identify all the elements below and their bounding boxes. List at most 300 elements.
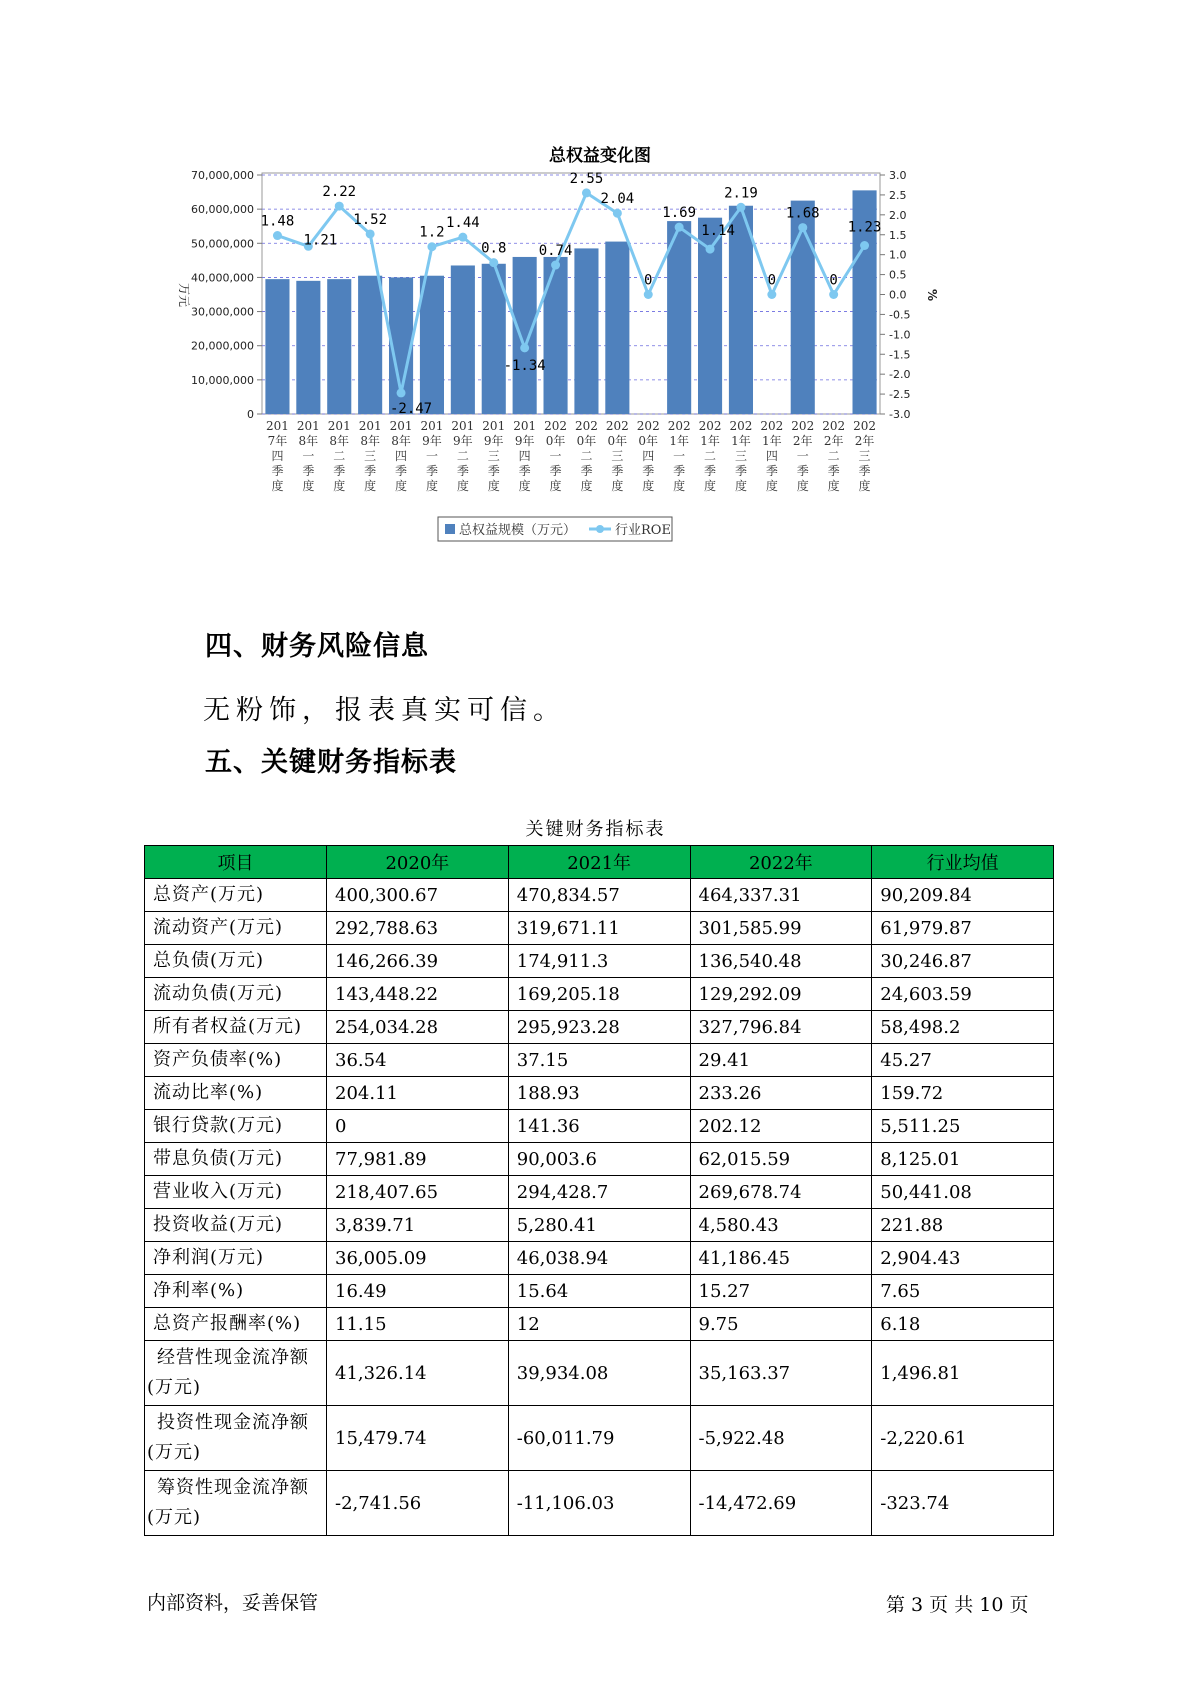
y2-tick-label: 2.5 (889, 188, 907, 202)
x-tick-label: 季 (271, 464, 284, 478)
x-tick-label: 度 (395, 479, 408, 493)
cell-value: 464,337.31 (690, 879, 872, 912)
x-tick-label: 季 (796, 464, 809, 478)
legend-bar-swatch (445, 524, 455, 534)
cell-value: 37.15 (508, 1044, 690, 1077)
cell-value: 470,834.57 (508, 879, 690, 912)
x-tick-label: 2年 (823, 434, 844, 448)
x-tick-label: 度 (611, 479, 624, 493)
x-tick-label: 度 (580, 479, 593, 493)
roe-point (397, 388, 406, 397)
x-tick-label: 四 (395, 449, 408, 463)
footer-confidential-note: 内部资料，妥善保管 (147, 1592, 319, 1614)
equity-chart (170, 135, 1030, 590)
x-tick-label: 2年 (854, 434, 875, 448)
roe-data-label: 1.21 (303, 232, 338, 249)
cell-value: -5,922.48 (690, 1406, 872, 1471)
roe-data-label: 1.23 (847, 219, 882, 236)
legend-bar-label: 总权益规模（万元） (459, 523, 577, 538)
cell-value: 292,788.63 (327, 912, 509, 945)
x-tick-label: 度 (271, 479, 284, 493)
roe-data-label: 2.22 (322, 184, 357, 201)
roe-point (613, 209, 622, 218)
roe-data-label: 0.74 (538, 243, 573, 260)
cell-value: 5,511.25 (872, 1110, 1054, 1143)
x-tick-label: 三 (611, 449, 624, 463)
row-label: 带息负债(万元) (145, 1143, 327, 1176)
x-tick-label: 202 (636, 419, 660, 433)
x-tick-label: 202 (729, 419, 753, 433)
x-tick-label: 三 (858, 449, 871, 463)
roe-point (273, 231, 282, 240)
table-row (145, 1242, 1054, 1275)
cell-value: 90,209.84 (872, 879, 1054, 912)
x-tick-label: 202 (574, 419, 598, 433)
cell-value: 15.64 (508, 1275, 690, 1308)
y2-tick-label: 1.5 (889, 228, 907, 242)
y2-tick-label: 1.0 (889, 248, 907, 262)
x-tick-label: 度 (456, 479, 469, 493)
cell-value: -14,472.69 (690, 1471, 872, 1536)
cell-value: 295,923.28 (508, 1011, 690, 1044)
x-tick-label: 季 (456, 464, 469, 478)
x-tick-label: 1年 (669, 434, 689, 448)
cell-value: 62,015.59 (690, 1143, 872, 1176)
x-tick-label: 三 (364, 449, 377, 463)
x-tick-label: 1年 (731, 434, 751, 448)
bar (296, 281, 320, 414)
x-tick-label: 季 (333, 464, 346, 478)
x-tick-label: 202 (853, 419, 877, 433)
bar (265, 279, 289, 414)
x-tick-label: 二 (580, 449, 593, 463)
x-tick-label: 季 (302, 464, 315, 478)
x-tick-label: 三 (734, 449, 747, 463)
y-tick-label: 10,000,000 (191, 373, 254, 387)
cell-value: 29.41 (690, 1044, 872, 1077)
x-tick-label: 201 (482, 419, 506, 433)
row-label: 营业收入(万元) (145, 1176, 327, 1209)
x-tick-label: 季 (518, 464, 531, 478)
x-tick-label: 季 (580, 464, 593, 478)
x-tick-label: 0年 (545, 434, 566, 448)
x-tick-label: 一 (302, 449, 315, 463)
x-tick-label: 季 (425, 464, 438, 478)
x-tick-label: 度 (858, 479, 871, 493)
x-tick-label: 9年 (483, 434, 504, 448)
cell-value: -323.74 (872, 1471, 1054, 1536)
x-tick-label: 季 (487, 464, 500, 478)
table-row (145, 1143, 1054, 1176)
x-tick-label: 度 (302, 479, 315, 493)
cell-value: 35,163.37 (690, 1341, 872, 1406)
table-row (145, 912, 1054, 945)
bar (667, 221, 691, 414)
x-tick-label: 201 (451, 419, 475, 433)
row-label: 所有者权益(万元) (145, 1011, 327, 1044)
x-tick-label: 8年 (360, 434, 380, 448)
cell-value: 174,911.3 (508, 945, 690, 978)
x-tick-label: 1年 (762, 434, 782, 448)
x-tick-label: 201 (327, 419, 351, 433)
x-tick-label: 一 (673, 449, 686, 463)
bar (574, 248, 598, 414)
x-tick-label: 四 (642, 449, 655, 463)
cell-value: 0 (327, 1110, 509, 1143)
bar (420, 276, 444, 414)
y2-axis-title: % (925, 288, 939, 302)
cell-value: 1,496.81 (872, 1341, 1054, 1406)
y-tick-label: 0 (247, 408, 254, 421)
x-tick-label: 四 (518, 449, 531, 463)
roe-data-label: -2.47 (389, 400, 433, 417)
bar (543, 257, 567, 414)
x-tick-label: 四 (765, 449, 778, 463)
cell-value: 24,603.59 (872, 978, 1054, 1011)
y-tick-label: 70,000,000 (191, 169, 254, 182)
x-tick-label: 202 (544, 419, 568, 433)
cell-value: 50,441.08 (872, 1176, 1054, 1209)
legend-line-label: 行业ROE (615, 523, 671, 538)
table-row (145, 879, 1054, 912)
roe-point (551, 261, 560, 270)
cell-value: 6.18 (872, 1308, 1054, 1341)
bar (605, 242, 629, 414)
cell-value: -60,011.79 (508, 1406, 690, 1471)
cell-value: 159.72 (872, 1077, 1054, 1110)
y-tick-label: 30,000,000 (191, 305, 254, 319)
y2-tick-label: -0.5 (889, 308, 911, 322)
roe-point (520, 343, 529, 352)
table-row (145, 1044, 1054, 1077)
cell-value: 202.12 (690, 1110, 872, 1143)
table-row (145, 1209, 1054, 1242)
x-tick-label: 201 (420, 419, 444, 433)
x-tick-label: 季 (704, 464, 717, 478)
table-row (145, 1011, 1054, 1044)
x-tick-label: 0年 (576, 434, 597, 448)
bar (791, 201, 815, 414)
row-label: 总资产报酬率(%) (145, 1308, 327, 1341)
x-tick-label: 度 (673, 479, 686, 493)
cell-value: 146,266.39 (327, 945, 509, 978)
roe-point (458, 233, 467, 242)
roe-point (427, 242, 436, 251)
roe-data-label: 1.2 (419, 224, 445, 241)
cell-value: 269,678.74 (690, 1176, 872, 1209)
roe-data-label: -1.34 (503, 357, 546, 374)
row-label (145, 1406, 327, 1471)
x-tick-label: 季 (642, 464, 655, 478)
table-row (145, 1110, 1054, 1143)
row-label: 流动资产(万元) (145, 912, 327, 945)
x-tick-label: 度 (642, 479, 655, 493)
cell-value: 58,498.2 (872, 1011, 1054, 1044)
x-tick-label: 季 (673, 464, 686, 478)
x-tick-label: 季 (765, 464, 778, 478)
table-row (145, 1308, 1054, 1341)
cell-value: 221.88 (872, 1209, 1054, 1242)
x-tick-label: 季 (858, 464, 871, 478)
roe-point (860, 241, 869, 250)
cell-value: 16.49 (327, 1275, 509, 1308)
x-tick-label: 一 (425, 449, 438, 463)
roe-point (489, 258, 498, 267)
column-header: 2020年 (327, 846, 509, 879)
bar (358, 276, 382, 414)
cell-value: 218,407.65 (327, 1176, 509, 1209)
cell-value: 11.15 (327, 1308, 509, 1341)
roe-data-label: 1.52 (353, 211, 388, 228)
x-tick-label: 一 (796, 449, 809, 463)
row-label-line1: 投资性现金流净额 (157, 1412, 309, 1433)
roe-data-label: 2.19 (724, 185, 758, 202)
roe-point (582, 188, 591, 197)
x-tick-label: 一 (549, 449, 562, 463)
x-tick-label: 三 (487, 449, 500, 463)
roe-point (335, 202, 344, 211)
cell-value: 41,326.14 (327, 1341, 509, 1406)
cell-value: 319,671.11 (508, 912, 690, 945)
table-row (145, 978, 1054, 1011)
table-row (145, 1406, 1054, 1471)
row-label-line1: 筹资性现金流净额 (157, 1477, 309, 1498)
cell-value: -11,106.03 (508, 1471, 690, 1536)
cell-value: 254,034.28 (327, 1011, 509, 1044)
row-label: 流动比率(%) (145, 1077, 327, 1110)
roe-data-label: 2.55 (569, 170, 604, 187)
section-4-heading: 四、财务风险信息 (205, 631, 429, 662)
row-label-line1: 经营性现金流净额 (157, 1347, 309, 1368)
row-label: 资产负债率(%) (145, 1044, 327, 1077)
cell-value: 188.93 (508, 1077, 690, 1110)
column-header: 2021年 (508, 846, 690, 879)
x-tick-label: 7年 (267, 434, 288, 448)
cell-value: 36,005.09 (327, 1242, 509, 1275)
row-label-line2: (万元) (147, 1442, 202, 1463)
x-tick-label: 0年 (638, 434, 659, 448)
x-tick-label: 9年 (422, 434, 442, 448)
row-label-line2: (万元) (147, 1507, 202, 1528)
roe-data-label: 0 (767, 272, 777, 289)
y2-tick-label: -1.5 (889, 348, 911, 362)
x-tick-label: 2年 (792, 434, 813, 448)
row-label: 净利润(万元) (145, 1242, 327, 1275)
row-label (145, 1341, 327, 1406)
chart-title: 总权益变化图 (549, 146, 651, 166)
x-tick-label: 度 (333, 479, 346, 493)
bar (327, 279, 351, 414)
footer-page-number: 第 3 页 共 10 页 (886, 1594, 1029, 1616)
cell-value: -2,220.61 (872, 1406, 1054, 1471)
row-label: 银行贷款(万元) (145, 1110, 327, 1143)
table-row (145, 1471, 1054, 1536)
bar (513, 257, 537, 414)
x-tick-label: 季 (611, 464, 624, 478)
roe-data-label: 0 (829, 272, 838, 289)
legend-line-marker (596, 525, 604, 533)
cell-value: 77,981.89 (327, 1143, 509, 1176)
cell-value: 2,904.43 (872, 1242, 1054, 1275)
x-tick-label: 201 (296, 419, 320, 433)
y2-tick-label: 3.0 (889, 169, 907, 182)
x-tick-label: 度 (487, 479, 500, 493)
roe-data-label: 0 (644, 272, 653, 289)
y2-tick-label: -3.0 (889, 408, 911, 421)
cell-value: 400,300.67 (327, 879, 509, 912)
cell-value: 7.65 (872, 1275, 1054, 1308)
cell-value: 294,428.7 (508, 1176, 690, 1209)
cell-value: 12 (508, 1308, 690, 1341)
roe-data-label: 0.8 (481, 240, 507, 257)
y-tick-label: 60,000,000 (191, 203, 254, 217)
x-tick-label: 8年 (298, 434, 319, 448)
table-row (145, 1275, 1054, 1308)
roe-data-label: 1.69 (662, 205, 697, 222)
table-header-row (145, 846, 1054, 879)
column-header: 行业均值 (872, 846, 1054, 879)
cell-value: 90,003.6 (508, 1143, 690, 1176)
x-tick-label: 季 (549, 464, 562, 478)
y2-tick-label: -1.0 (889, 328, 911, 342)
roe-data-label: 1.14 (701, 223, 735, 240)
x-tick-label: 9年 (514, 434, 535, 448)
bar (451, 265, 475, 414)
x-tick-label: 1年 (700, 434, 720, 448)
cell-value: 39,934.08 (508, 1341, 690, 1406)
x-tick-label: 二 (827, 449, 840, 463)
cell-value: 15.27 (690, 1275, 872, 1308)
cell-value: 3,839.71 (327, 1209, 509, 1242)
x-tick-label: 度 (704, 479, 717, 493)
x-tick-label: 度 (734, 479, 747, 493)
roe-point (829, 290, 838, 299)
y2-tick-label: 0.5 (889, 268, 907, 282)
roe-point (366, 229, 375, 238)
x-tick-label: 202 (822, 419, 846, 433)
x-tick-label: 季 (827, 464, 840, 478)
section-4-body: 无粉饰，报表真实可信。 (203, 695, 566, 726)
x-tick-label: 201 (358, 419, 382, 433)
column-header: 2022年 (690, 846, 872, 879)
row-label: 流动负债(万元) (145, 978, 327, 1011)
cell-value: 41,186.45 (690, 1242, 872, 1275)
row-label: 总负债(万元) (145, 945, 327, 978)
cell-value: 4,580.43 (690, 1209, 872, 1242)
roe-point (798, 223, 807, 232)
x-tick-label: 8年 (329, 434, 350, 448)
x-tick-label: 度 (549, 479, 562, 493)
x-tick-label: 202 (698, 419, 722, 433)
roe-data-label: 1.68 (785, 205, 820, 222)
row-label (145, 1471, 327, 1536)
x-tick-label: 度 (765, 479, 778, 493)
cell-value: 233.26 (690, 1077, 872, 1110)
x-tick-label: 202 (760, 419, 784, 433)
x-tick-label: 季 (364, 464, 377, 478)
x-tick-label: 201 (389, 419, 413, 433)
x-tick-label: 9年 (453, 434, 473, 448)
x-tick-label: 度 (796, 479, 809, 493)
cell-value: 141.36 (508, 1110, 690, 1143)
cell-value: 61,979.87 (872, 912, 1054, 945)
cell-value: -2,741.56 (327, 1471, 509, 1536)
roe-point (767, 290, 776, 299)
y2-tick-label: 0.0 (889, 288, 907, 302)
roe-point (675, 223, 684, 232)
y-axis-title: 万元 (177, 282, 191, 308)
x-tick-label: 四 (271, 449, 284, 463)
x-tick-label: 度 (364, 479, 377, 493)
x-tick-label: 度 (425, 479, 438, 493)
cell-value: 36.54 (327, 1044, 509, 1077)
x-tick-label: 0年 (607, 434, 628, 448)
x-tick-label: 202 (791, 419, 815, 433)
roe-data-label: 1.44 (445, 215, 480, 232)
cell-value: 8,125.01 (872, 1143, 1054, 1176)
kpi-table (144, 845, 1054, 1536)
cell-value: 46,038.94 (508, 1242, 690, 1275)
y2-tick-label: -2.5 (889, 388, 911, 402)
y-tick-label: 40,000,000 (191, 271, 254, 285)
cell-value: 327,796.84 (690, 1011, 872, 1044)
x-tick-label: 202 (667, 419, 691, 433)
roe-data-label: 2.04 (600, 191, 635, 208)
x-tick-label: 二 (456, 449, 469, 463)
cell-value: 5,280.41 (508, 1209, 690, 1242)
table-row (145, 1341, 1054, 1406)
cell-value: 169,205.18 (508, 978, 690, 1011)
x-tick-label: 201 (513, 419, 537, 433)
x-tick-label: 季 (734, 464, 747, 478)
table-row (145, 1077, 1054, 1110)
cell-value: 129,292.09 (690, 978, 872, 1011)
y2-tick-label: -2.0 (889, 368, 911, 382)
roe-point (736, 203, 745, 212)
roe-point (644, 290, 653, 299)
x-tick-label: 202 (605, 419, 629, 433)
x-tick-label: 201 (265, 419, 289, 433)
x-tick-label: 度 (827, 479, 840, 493)
cell-value: 136,540.48 (690, 945, 872, 978)
x-tick-label: 二 (704, 449, 717, 463)
row-label: 总资产(万元) (145, 879, 327, 912)
column-header: 项目 (145, 846, 327, 879)
x-tick-label: 8年 (391, 434, 411, 448)
x-tick-label: 度 (518, 479, 531, 493)
y-tick-label: 20,000,000 (191, 339, 254, 353)
table-row (145, 945, 1054, 978)
cell-value: 30,246.87 (872, 945, 1054, 978)
cell-value: 45.27 (872, 1044, 1054, 1077)
table-row (145, 1176, 1054, 1209)
roe-data-label: 1.48 (260, 213, 295, 230)
x-tick-label: 二 (333, 449, 346, 463)
cell-value: 15,479.74 (327, 1406, 509, 1471)
cell-value: 301,585.99 (690, 912, 872, 945)
table-caption: 关键财务指标表 (525, 819, 666, 840)
section-5-heading: 五、关键财务指标表 (205, 747, 457, 778)
row-label-line2: (万元) (147, 1377, 202, 1398)
row-label: 净利率(%) (145, 1275, 327, 1308)
roe-point (706, 245, 715, 254)
cell-value: 9.75 (690, 1308, 872, 1341)
y2-tick-label: 2.0 (889, 208, 907, 222)
cell-value: 143,448.22 (327, 978, 509, 1011)
y-tick-label: 50,000,000 (191, 237, 254, 251)
cell-value: 204.11 (327, 1077, 509, 1110)
x-tick-label: 季 (395, 464, 408, 478)
